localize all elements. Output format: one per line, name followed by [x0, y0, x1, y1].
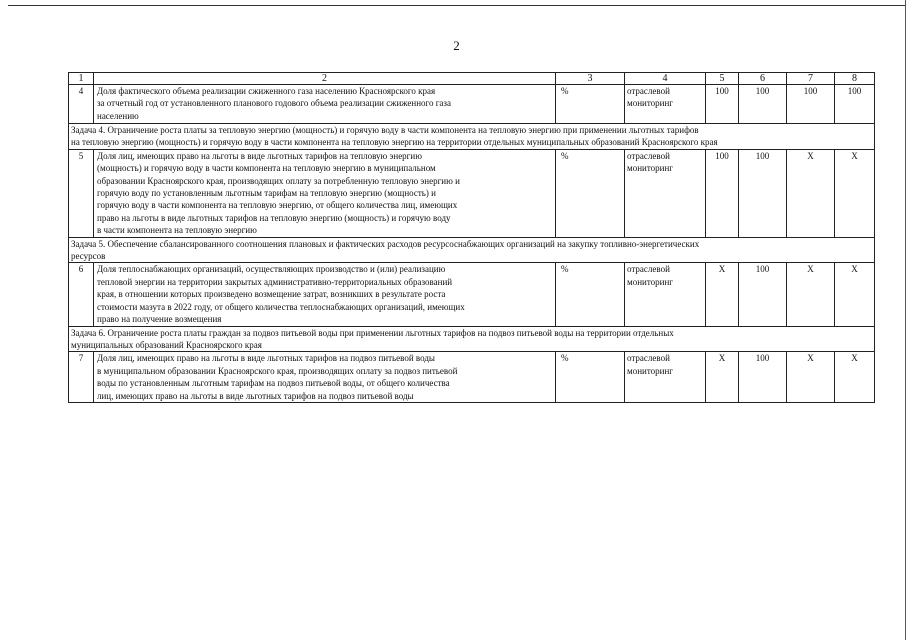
value-col7: X: [787, 149, 835, 237]
source-cell: [625, 85, 706, 124]
indicator-line: право на получение возмещения: [97, 314, 222, 325]
source-line: мониторинг: [627, 98, 673, 109]
indicator-line: воды по установленным льготным тарифам на подвоз питьевой воды, от общего количества: [97, 378, 450, 389]
header-cell: 3: [556, 73, 625, 85]
indicator-line: (мощность) и горячую воду в части компонента на тепловую энергию в муниципальном: [97, 163, 436, 174]
source-cell: [625, 263, 706, 326]
indicator-line: лиц, имеющих право на льготы в виде льготных тарифов на подвоз питьевой воды: [97, 390, 414, 401]
source-line: мониторинг: [627, 276, 673, 287]
indicator-name: [94, 149, 556, 237]
task-line: ресурсов: [71, 251, 106, 262]
value-col5: X: [706, 263, 739, 326]
value-col8: X: [835, 352, 875, 403]
source-line: отраслевой: [627, 353, 670, 364]
row-number: 7: [69, 352, 94, 403]
unit-cell: %: [556, 85, 625, 124]
indicator-line: право на льготы в виде льготных тарифов на тепловую энергию (мощность) и горячую воду: [97, 212, 451, 223]
unit-cell: %: [556, 263, 625, 326]
task-row: [69, 237, 875, 263]
indicator-line: Доля лиц, имеющих право на льготы в виде льготных тарифов на подвоз питьевой воды: [97, 353, 435, 364]
table-row: [69, 352, 875, 403]
value-col8: 100: [835, 85, 875, 124]
value-col6: 100: [739, 263, 787, 326]
value-col5: X: [706, 352, 739, 403]
row-number: 4: [69, 85, 94, 124]
task-heading: [69, 237, 875, 263]
indicator-name: [94, 85, 556, 124]
source-line: отраслевой: [627, 264, 670, 275]
row-number: 6: [69, 263, 94, 326]
header-cell: 7: [787, 73, 835, 85]
indicator-line: горячую воду по установленным льготным тарифам на тепловую энергию (мощность) и: [97, 188, 436, 199]
indicator-line: края, в отношении которых произведено возмещение затрат, возникших в результате роста: [97, 289, 446, 300]
task-row: [69, 124, 875, 150]
unit-cell: %: [556, 149, 625, 237]
value-col6: 100: [739, 85, 787, 124]
value-col5: 100: [706, 85, 739, 124]
indicator-line: образовании Красноярского края, производящих оплату за потребленную тепловую энергию и: [97, 175, 460, 186]
task-line: на тепловую энергию (мощность) и горячую воду в части компонента на тепловую энергию на территории отдельных муниципальных образований Красноярского края: [71, 137, 718, 148]
indicators-table: [68, 72, 875, 403]
task-line: Задача 4. Ограничение роста платы за тепловую энергию (мощность) и горячую воду в части компонента на тепловую энергию при применении льготных тарифов: [71, 125, 699, 135]
header-cell: 2: [94, 73, 556, 85]
source-line: мониторинг: [627, 365, 673, 376]
source-line: мониторинг: [627, 163, 673, 174]
table-row: [69, 263, 875, 326]
task-heading: [69, 124, 875, 150]
header-cell: 8: [835, 73, 875, 85]
unit-cell: %: [556, 352, 625, 403]
indicator-line: тепловой энергии на территории закрытых административно-территориальных образований: [97, 276, 453, 287]
value-col8: X: [835, 149, 875, 237]
row-number: 5: [69, 149, 94, 237]
indicator-line: Доля теплоснабжающих организаций, осуществляющих производство и (или) реализацию: [97, 264, 446, 275]
value-col7: X: [787, 352, 835, 403]
page-number: 2: [453, 38, 460, 53]
table-header-row: [69, 73, 875, 85]
table-row: [69, 149, 875, 237]
task-line: муниципальных образований Красноярского края: [71, 339, 262, 350]
top-border-line: [8, 5, 905, 6]
indicator-line: стоимости мазута в 2022 году, от общего количества теплоснабжающих организаций, имеющих: [97, 301, 465, 312]
indicator-line: Доля фактического объема реализации сжиженного газа населению Красноярского края: [97, 86, 436, 96]
indicator-line: горячую воду в части компонента на тепловую энергию, от общего количества лиц, имеющих: [97, 200, 458, 211]
indicator-name: [94, 263, 556, 326]
task-line: Задача 6. Ограничение роста платы граждан за подвоз питьевой воды при применении льготных тарифов на подвоз питьевой воды на территории отдельных: [71, 327, 674, 338]
source-cell: [625, 352, 706, 403]
indicator-line: Доля лиц, имеющих право на льготы в виде льготных тарифов на тепловую энергию: [97, 150, 422, 161]
right-edge-line: [905, 0, 906, 640]
value-col6: 100: [739, 352, 787, 403]
source-line: отраслевой: [627, 150, 670, 161]
task-heading: [69, 326, 875, 352]
header-cell: 1: [69, 73, 94, 85]
table-row: [69, 85, 875, 124]
indicator-line: за отчетный год от установленного планового годового объема реализации сжиженного газа: [97, 98, 451, 109]
header-cell: 6: [739, 73, 787, 85]
task-row: [69, 326, 875, 352]
indicator-line: населению: [97, 110, 139, 121]
task-line: Задача 5. Обеспечение сбалансированного соотношения плановых и фактических расходов ресурсоснабжающих организаций на закупку топливно-энергетических: [71, 238, 700, 249]
indicator-line: в муниципальном образовании Красноярского края, производящих оплату за подвоз питьевой: [97, 365, 458, 376]
value-col7: 100: [787, 85, 835, 124]
header-cell: 4: [625, 73, 706, 85]
value-col6: 100: [739, 149, 787, 237]
header-cell: 5: [706, 73, 739, 85]
indicator-name: [94, 352, 556, 403]
value-col5: 100: [706, 149, 739, 237]
source-line: отраслевой: [627, 86, 670, 96]
indicator-line: в части компонента на тепловую энергию: [97, 225, 257, 236]
value-col7: X: [787, 263, 835, 326]
value-col8: X: [835, 263, 875, 326]
source-cell: [625, 149, 706, 237]
